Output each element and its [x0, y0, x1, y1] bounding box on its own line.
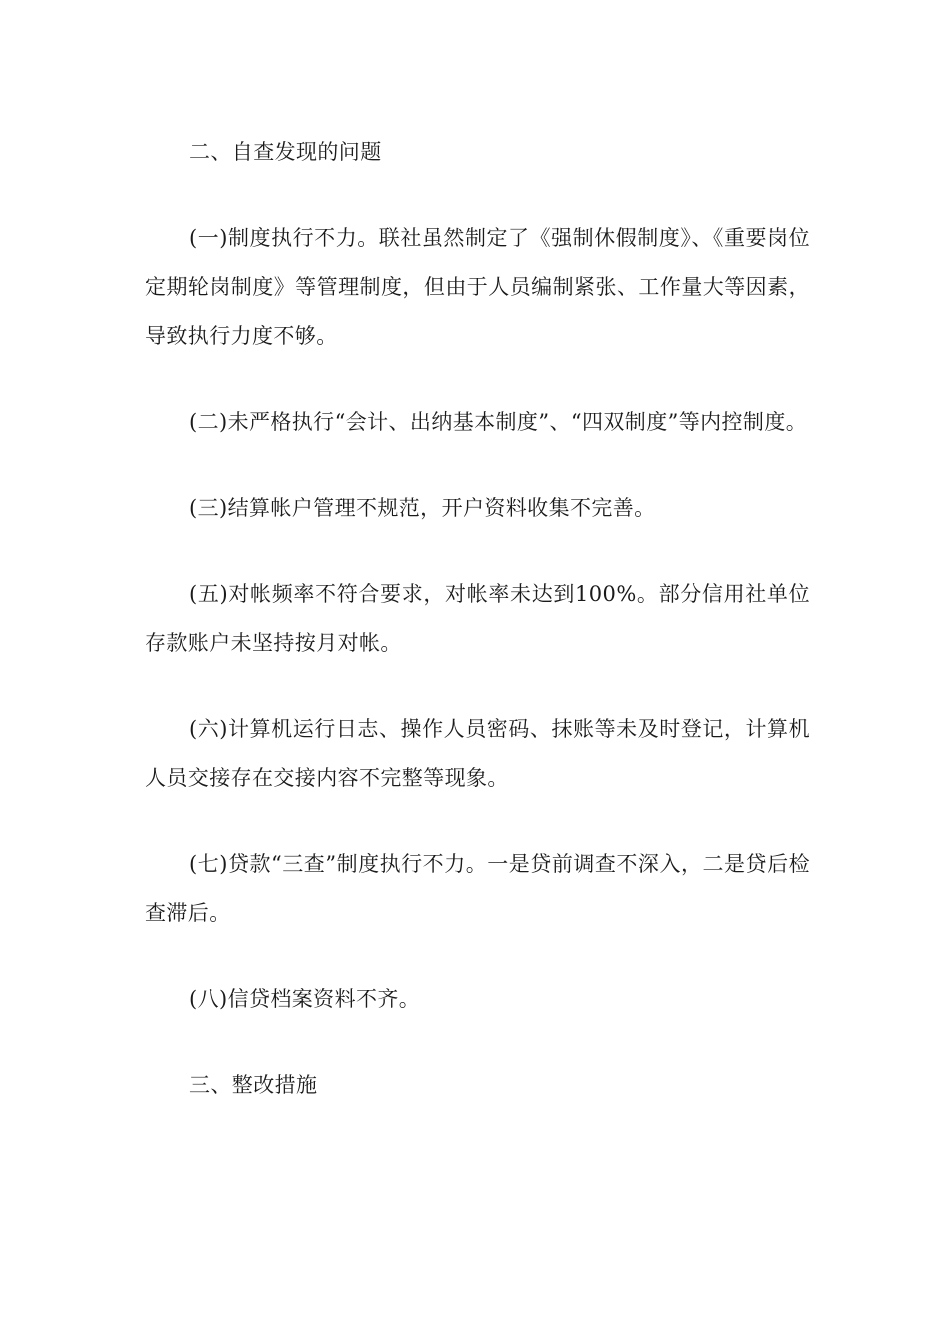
document-body: [145, 128, 810, 1110]
section-heading-rectification-measures: 三、整改措施: [189, 1073, 318, 1097]
paragraph-item-6: (六)计算机运行日志、操作人员密码、抹账等未及时登记，计算机人员交接存在交接内容不完整等现象。: [145, 717, 810, 790]
paragraph-item-7: (七)贷款“三查”制度执行不力。一是贷前调查不深入，二是贷后检查滞后。: [145, 852, 810, 925]
paragraph-item-5: (五)对帐频率不符合要求，对帐率未达到100%。部分信用社单位存款账户未坚持按月对帐。: [145, 582, 810, 655]
section-heading-self-check-problems: 二、自查发现的问题: [189, 140, 382, 164]
paragraph-item-8: (八)信贷档案资料不齐。: [189, 987, 421, 1011]
paragraph-item-3: (三)结算帐户管理不规范，开户资料收集不完善。: [189, 496, 656, 520]
paragraph-item-1: (一)制度执行不力。联社虽然制定了《强制休假制度》、《重要岗位定期轮岗制度》等管理制度，但由于人员编制紧张、工作量大等因素，导致执行力度不够。: [145, 226, 810, 348]
paragraph-item-2: (二)未严格执行“会计、出纳基本制度”、“四双制度”等内控制度。: [189, 410, 808, 434]
